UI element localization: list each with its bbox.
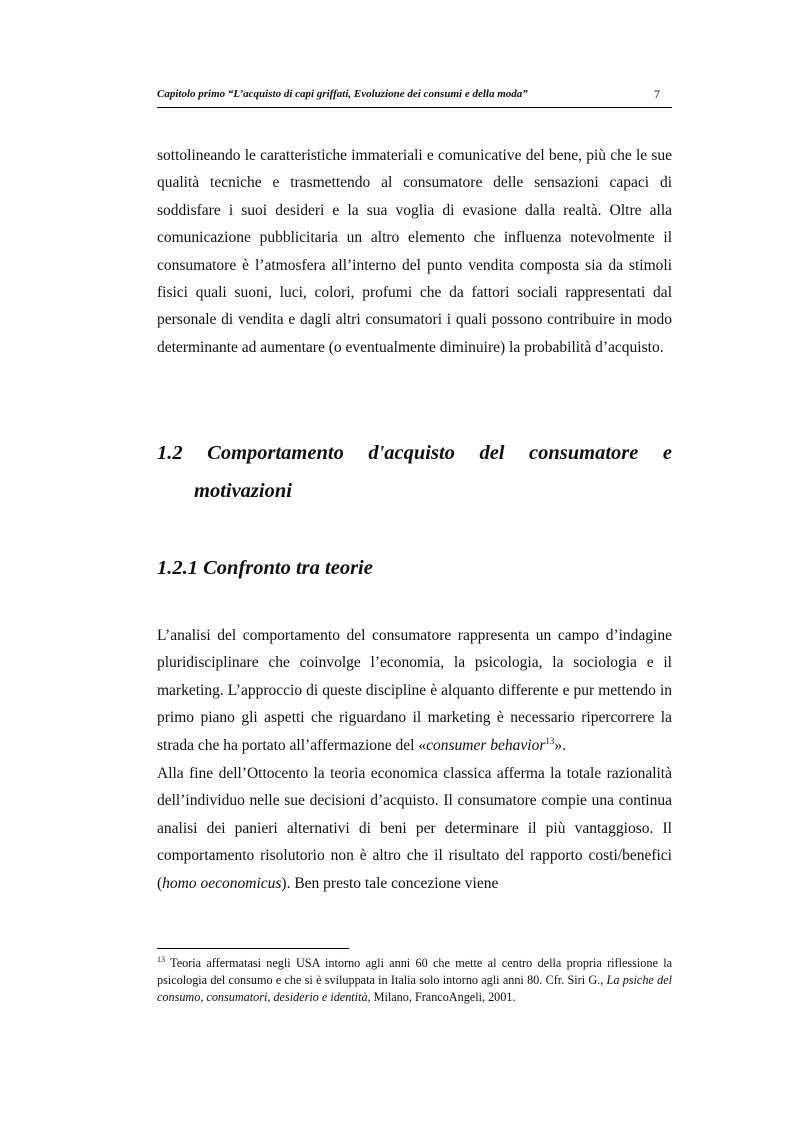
running-header (157, 86, 672, 106)
section-heading-word: d'acquisto (368, 442, 455, 464)
paragraph-text-end: ). Ben presto tale concezione viene (281, 874, 499, 892)
italic-term: homo oeconomicus (162, 874, 282, 892)
footnote-text-end: , Milano, FrancoAngeli, 2001. (367, 990, 516, 1004)
section-heading-word: consumatore (529, 442, 639, 464)
footnote-italic-title: La psiche del consumo, consumatori, desiderio e identità (157, 973, 672, 1004)
page-number: 7 (654, 87, 660, 101)
section-number: 1.2 (157, 442, 183, 464)
section-heading-word: Comportamento (207, 442, 344, 464)
body-paragraph: sottolineando le caratteristiche immateriali e comunicative del bene, più che le sue qualità tecniche e trasmettendo al consumatore delle sensazioni capaci di soddisfare i suoi desideri e la sua voglia di evasione dalla realtà. Oltre alla comunicazione pubblicitaria un altro elemento che influenza notevolmente il consumatore è l’atmosfera all’interno del punto vendita composta sia da stimoli fisici quali suoni, luci, colori, profumi che da fattori sociali rappresentati dal personale di vendita e dagli altri consumatori i quali possono contribuire in modo determinante ad aumentare (o eventualmente diminuire) la probabilità d’acquisto. (157, 147, 672, 356)
header-title: Capitolo primo “L’acquisto di capi griffati, Evoluzione dei consumi e della moda” (157, 88, 528, 100)
body-paragraph (157, 760, 672, 897)
footnote-number: 13 (157, 954, 165, 964)
section-heading-line2: motivazioni (194, 480, 292, 502)
section-heading (157, 434, 672, 510)
paragraph-text: Alla fine dell’Ottocento la teoria economica classica afferma la totale razionalità dell’individuo nelle sue decisioni d’acquisto. Il consumatore compie una continua analisi dei panieri alternativi di beni per determinare il più vantaggioso. Il comportamento risolutorio non è altro che il risultato del rapporto costi/benefici ( (157, 765, 672, 892)
paragraph-text: L’analisi del comportamento del consumatore rappresenta un campo d’indagine pluridisciplinare che coinvolge l’economia, la psicologia, la sociologia e il marketing. L’approccio di queste discipline è alquanto differente e pur mettendo in primo piano gli aspetti che riguardano il marketing è necessario ripercorrere la strada che ha portato all’affermazione del « (157, 627, 672, 754)
header-divider (157, 107, 672, 108)
footnote (157, 955, 672, 1006)
subsection-heading: 1.2.1 Confronto tra teorie (157, 557, 373, 579)
section-heading-word: del (479, 442, 505, 464)
footnote-text: Teoria affermatasi negli USA intorno agli anni 60 che mette al centro della propria riflessione la psicologia del consumo e che si è sviluppata in Italia solo intorno agli anni 80. Cfr. Siri G., (157, 956, 672, 987)
footnote-divider (157, 948, 349, 949)
section-heading-word: e (662, 442, 672, 464)
italic-term: consumer behavior (426, 736, 546, 754)
paragraph-text-end: ». (554, 736, 566, 754)
footnote-reference[interactable]: 13 (545, 735, 555, 746)
body-paragraph (157, 622, 672, 759)
